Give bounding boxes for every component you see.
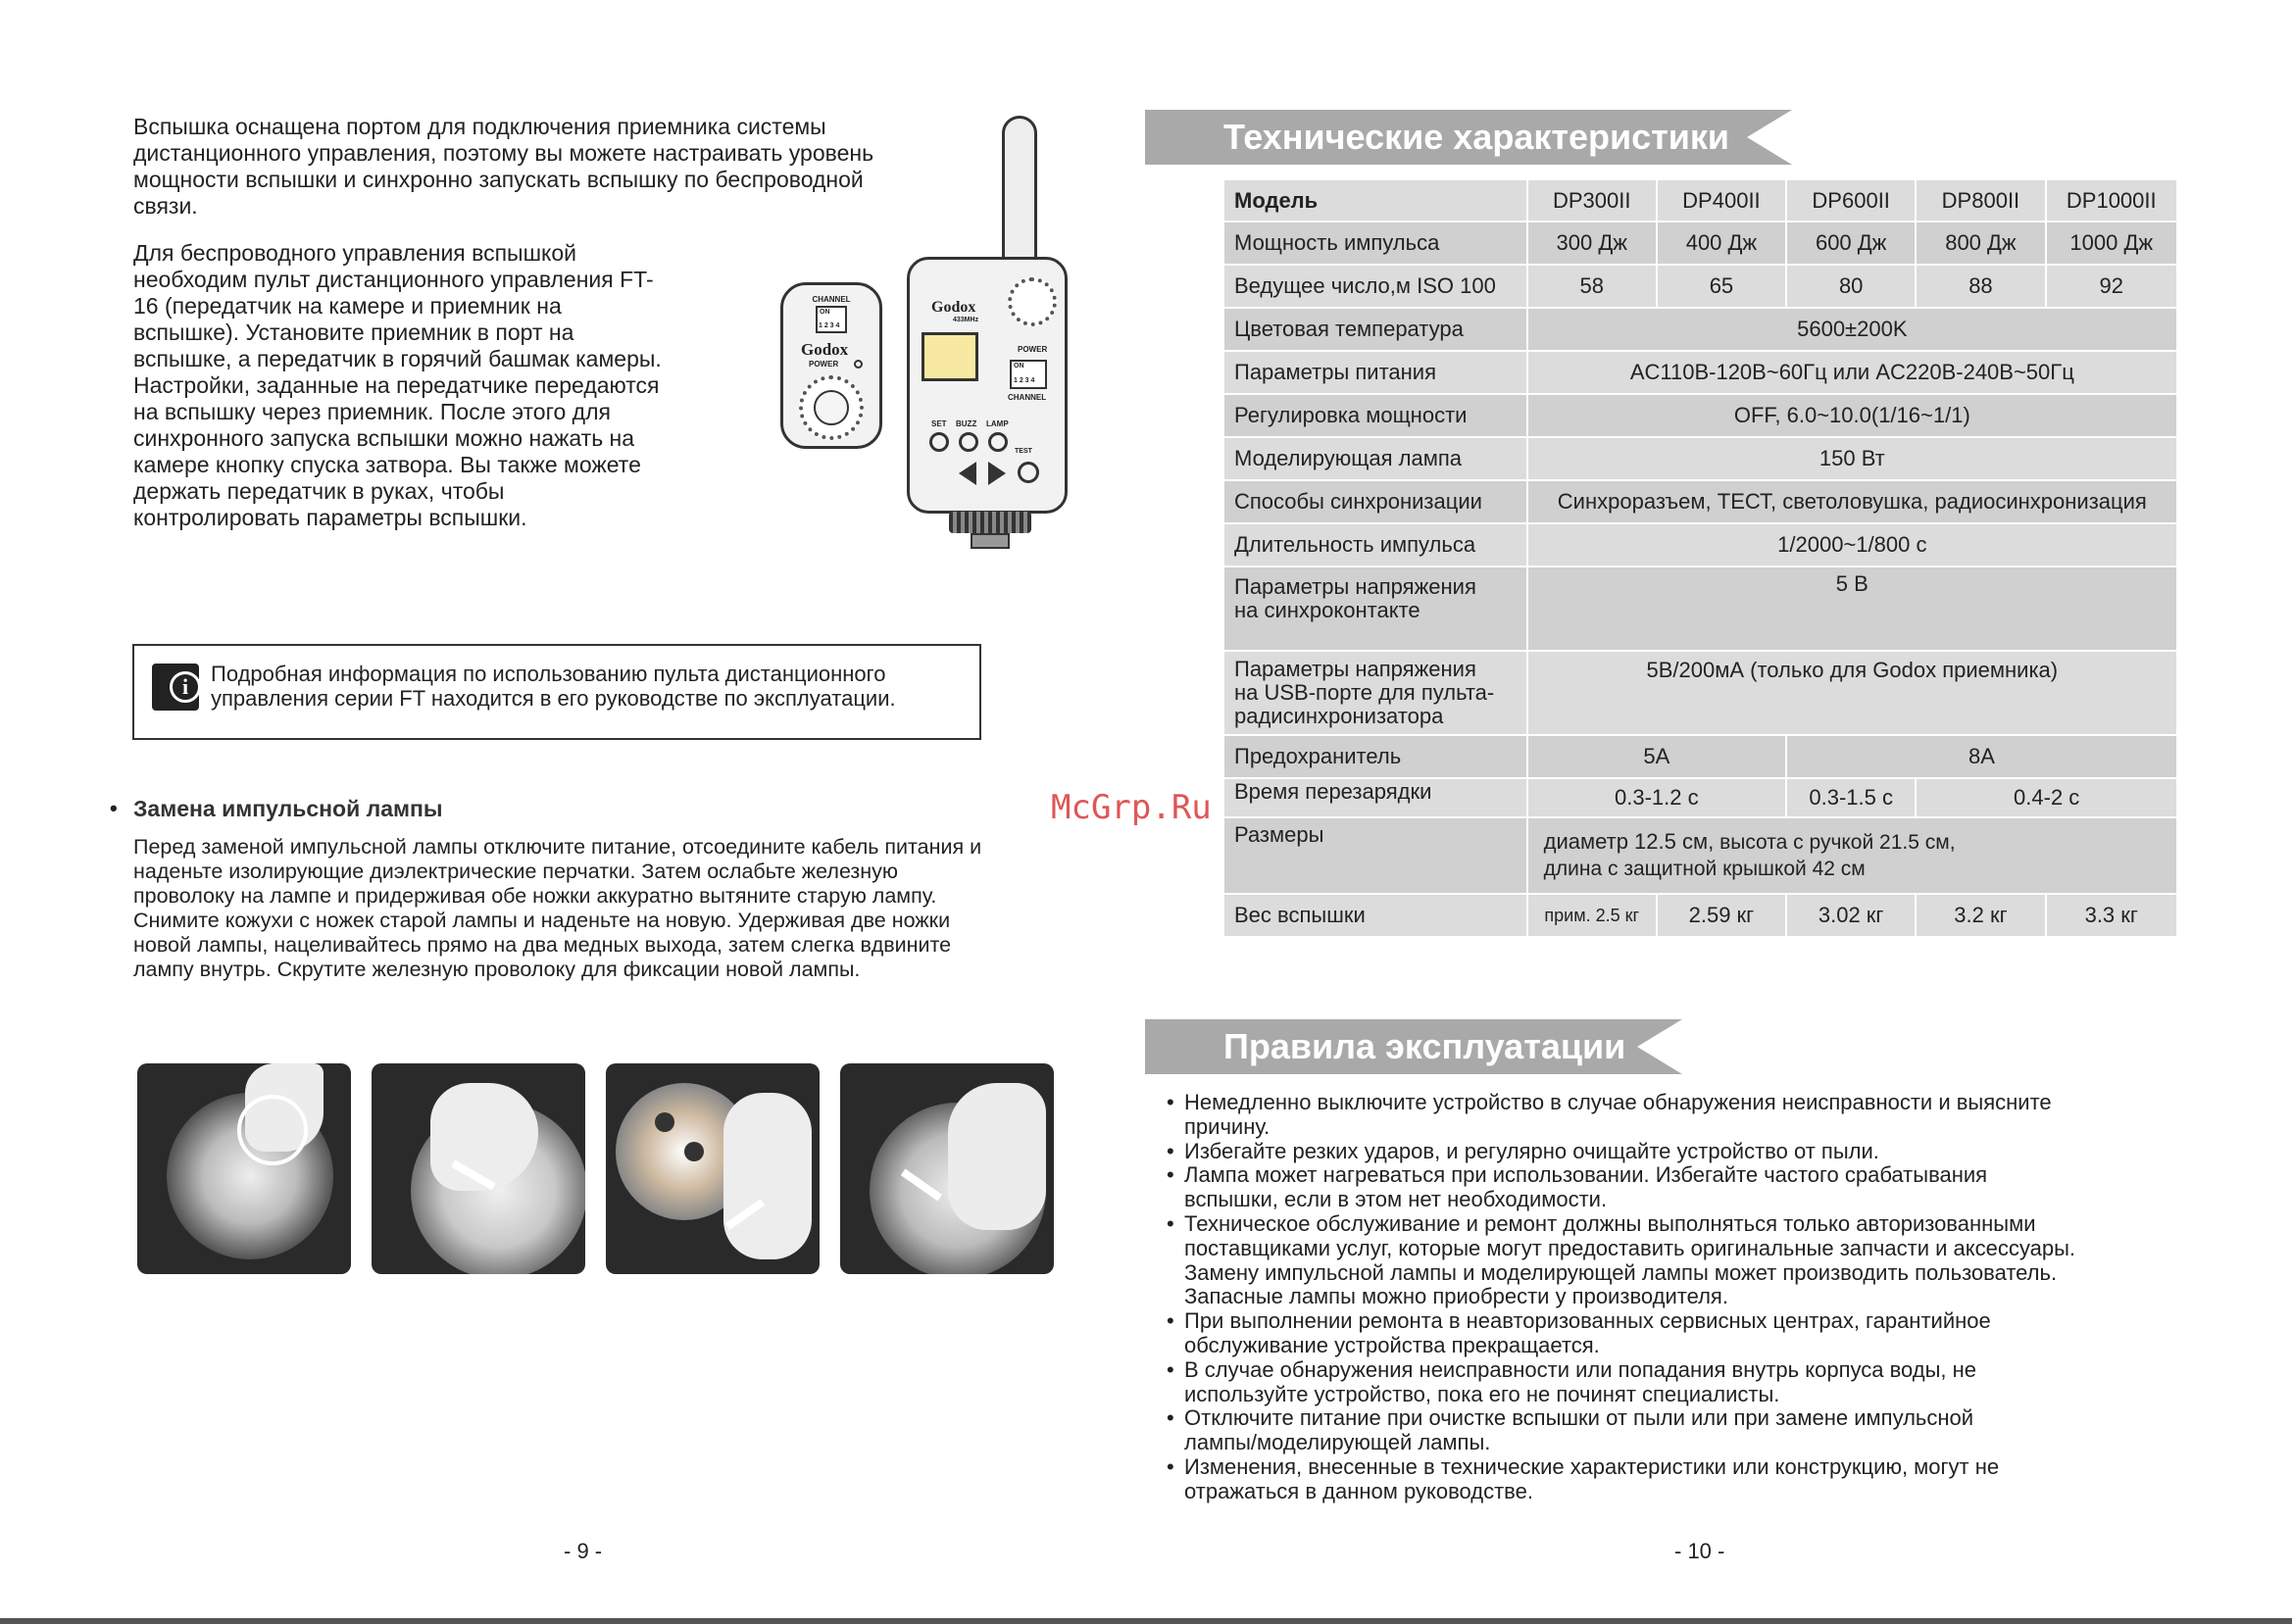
table-cell: 58 bbox=[1528, 266, 1656, 307]
receiver-channel-label: CHANNEL bbox=[812, 295, 851, 304]
size-length: длина с защитной крышкой 42 см bbox=[1543, 858, 1866, 880]
info-note-text: Подробная информация по использованию пульта дистанционного управления серии FT находится в его руководстве по эксплуатации. bbox=[211, 662, 896, 711]
spec-section-title: Технические характеристики bbox=[1223, 117, 1730, 157]
transmitter-lcd bbox=[922, 332, 978, 381]
receiver-brand-logo: Godox bbox=[801, 340, 849, 359]
transmitter-antenna bbox=[1002, 116, 1037, 272]
transmitter-lamp-button bbox=[988, 432, 1008, 452]
table-cell: Размеры bbox=[1224, 818, 1526, 893]
size-height: высота с ручкой 21.5 см, bbox=[1714, 831, 1956, 854]
watermark: McGrp.Ru bbox=[1051, 788, 1212, 827]
rules-section-header bbox=[1145, 1019, 1682, 1074]
table-cell: 5600±200K bbox=[1528, 309, 2176, 350]
table-row bbox=[1224, 352, 2176, 393]
table-cell: 8А bbox=[1787, 736, 2176, 777]
transmitter-brand-logo: Godox bbox=[931, 299, 976, 316]
transmitter-set-button bbox=[929, 432, 949, 452]
list-item: • Немедленно выключите устройство в случае обнаружения неисправности и выясните причину. bbox=[1167, 1091, 2075, 1140]
list-item: • Избегайте резких ударов, и регулярно очищайте устройство от пыли. bbox=[1167, 1140, 2075, 1164]
transmitter-left-arrow-icon bbox=[959, 462, 976, 485]
table-cell: Способы синхронизации bbox=[1224, 481, 1526, 522]
transmitter-hotshoe bbox=[949, 512, 1031, 533]
table-row bbox=[1224, 222, 2176, 264]
table-row bbox=[1224, 736, 2176, 777]
table-cell: 3.02 кг bbox=[1787, 895, 1915, 936]
page-number-left: - 9 - bbox=[564, 1539, 603, 1563]
info-icon: i bbox=[152, 664, 199, 711]
transmitter-dip-on: ON bbox=[1014, 363, 1024, 369]
spec-section-header bbox=[1145, 110, 1792, 165]
size-diameter: диаметр 12.5 см, bbox=[1543, 829, 1715, 854]
table-cell: OFF, 6.0~10.0(1/16~1/1) bbox=[1528, 395, 2176, 436]
table-cell: Моделирующая лампа bbox=[1224, 438, 1526, 479]
lamp-photo-2 bbox=[372, 1063, 585, 1274]
info-note-box bbox=[132, 644, 981, 740]
transmitter-power-label: POWER bbox=[1018, 345, 1048, 354]
table-cell: 80 bbox=[1787, 266, 1915, 307]
table-cell: 300 Дж bbox=[1528, 222, 1656, 264]
table-row bbox=[1224, 652, 2176, 734]
table-cell: 3.2 кг bbox=[1917, 895, 2044, 936]
table-cell: 1/2000~1/800 с bbox=[1528, 524, 2176, 566]
table-row bbox=[1224, 266, 2176, 307]
table-cell: 5 В bbox=[1528, 567, 2176, 650]
transmitter-lamp-label: LAMP bbox=[986, 419, 1009, 428]
table-cell: Ведущее число,м ISO 100 bbox=[1224, 266, 1526, 307]
lamp-photo-1 bbox=[137, 1063, 351, 1274]
lamp-paragraph: Перед заменой импульсной лампы отключите питание, отсоедините кабель питания и наденьте изолирующие диэлектрические перчатки. Затем ослабьте железную проволоку на лампе и придерживая обе ножки аккуратно вытяните старую лампу. Снимите кожухи с ножек старой лампы и наденьте на новую. Удерживая две ножки новой лампы, нацеливайтесь прямо на два медных выхода, затем слегка вдвините лампу внутрь. Скрутите железную проволоку для фиксации новой лампы. bbox=[133, 835, 982, 981]
table-row bbox=[1224, 895, 2176, 936]
table-cell: Время перезарядки bbox=[1224, 779, 1526, 816]
table-cell: Параметры питания bbox=[1224, 352, 1526, 393]
table-row bbox=[1224, 180, 2176, 221]
table-cell: 5А bbox=[1528, 736, 1785, 777]
receiver-dip-on: ON bbox=[820, 309, 830, 316]
rules-list bbox=[1167, 1091, 2075, 1504]
table-cell: Синхроразъем, ТЕСТ, светоловушка, радиосинхронизация bbox=[1528, 481, 2176, 522]
lamp-heading: Замена импульсной лампы bbox=[133, 796, 443, 821]
transmitter-freq-label: 433MHz bbox=[953, 317, 979, 323]
table-cell: AC110В-120В~60Гц или AC220В-240В~50Гц bbox=[1528, 352, 2176, 393]
table-cell: 2.59 кг bbox=[1658, 895, 1785, 936]
transmitter-right-arrow-icon bbox=[988, 462, 1006, 485]
table-row bbox=[1224, 395, 2176, 436]
table-cell: DP600II bbox=[1787, 180, 1915, 221]
table-cell: 600 Дж bbox=[1787, 222, 1915, 264]
receiver-power-led bbox=[854, 360, 863, 369]
transmitter-test-label: TEST bbox=[1015, 448, 1032, 455]
table-cell: 0.3-1.2 с bbox=[1528, 779, 1785, 816]
transmitter-dip-nums: 1 2 3 4 bbox=[1014, 377, 1035, 384]
table-row bbox=[1224, 567, 2176, 650]
table-cell: Длительность импульса bbox=[1224, 524, 1526, 566]
table-row bbox=[1224, 779, 2176, 816]
receiver-illustration bbox=[780, 282, 882, 449]
table-row bbox=[1224, 481, 2176, 522]
spec-table bbox=[1222, 178, 2178, 938]
table-row bbox=[1224, 438, 2176, 479]
table-row bbox=[1224, 524, 2176, 566]
lamp-photo-3 bbox=[606, 1063, 820, 1274]
table-cell: 0.4-2 с bbox=[1917, 779, 2176, 816]
table-cell: Параметры напряжения на синхроконтакте bbox=[1224, 567, 1526, 650]
table-cell: 65 bbox=[1658, 266, 1785, 307]
rules-section-title: Правила эксплуатации bbox=[1223, 1026, 1626, 1066]
page-number-right: - 10 - bbox=[1674, 1539, 1725, 1563]
list-item: • Изменения, внесенные в технические характеристики или конструкцию, могут не отражаться в данном руководстве. bbox=[1167, 1455, 2075, 1504]
table-cell: 3.3 кг bbox=[2047, 895, 2176, 936]
transmitter-dip-switch bbox=[1010, 360, 1047, 389]
table-cell: Регулировка мощности bbox=[1224, 395, 1526, 436]
table-cell: Цветовая температура bbox=[1224, 309, 1526, 350]
transmitter-illustration bbox=[907, 257, 1068, 514]
table-row bbox=[1224, 818, 2176, 893]
receiver-dip-switch bbox=[816, 306, 847, 333]
table-cell: 0.3-1.5 с bbox=[1787, 779, 1915, 816]
lamp-heading-bullet: • bbox=[110, 796, 118, 820]
table-cell: DP1000II bbox=[2047, 180, 2176, 221]
transmitter-dial bbox=[1008, 277, 1057, 326]
table-cell: Мощность импульса bbox=[1224, 222, 1526, 264]
table-cell: Предохранитель bbox=[1224, 736, 1526, 777]
table-cell: 5В/200мА (только для Godox приемника) bbox=[1528, 652, 2176, 734]
list-item: • Лампа может нагреваться при использовании. Избегайте частого срабатывания вспышки, если в этом нет необходимости. bbox=[1167, 1163, 2075, 1212]
table-cell: 150 Вт bbox=[1528, 438, 2176, 479]
table-cell: DP400II bbox=[1658, 180, 1785, 221]
table-cell: 800 Дж bbox=[1917, 222, 2044, 264]
list-item: • В случае обнаружения неисправности или попадания внутрь корпуса воды, не используйте устройство, пока его не починят специалисты. bbox=[1167, 1358, 2075, 1407]
table-cell: прим. 2.5 кг bbox=[1528, 895, 1656, 936]
transmitter-set-label: SET bbox=[931, 419, 947, 428]
table-cell bbox=[1528, 818, 2176, 893]
transmitter-hotshoe-foot bbox=[971, 533, 1010, 549]
wireless-paragraph: Для беспроводного управления вспышкой необходим пульт дистанционного управления FT- 16 (передатчик на камере и приемник на вспышке). Установите приемник в порт на вспышке, а передатчик в горячий башмак камеры. Настройки, заданные на передатчике передаются на вспышку через приемник. После этого для синхронного запуска вспышки можно нажать на камере кнопку спуска затвора. Вы также можете держать передатчик в руках, чтобы контролировать параметры вспышки. bbox=[133, 240, 662, 530]
table-cell: Вес вспышки bbox=[1224, 895, 1526, 936]
transmitter-test-button bbox=[1018, 462, 1039, 483]
lamp-photo-4 bbox=[840, 1063, 1054, 1274]
table-cell: 1000 Дж bbox=[2047, 222, 2176, 264]
table-cell: DP800II bbox=[1917, 180, 2044, 221]
table-cell: 400 Дж bbox=[1658, 222, 1785, 264]
table-cell: Параметры напряжения на USB-порте для пульта- радисинхронизатора bbox=[1224, 652, 1526, 734]
list-item: • Техническое обслуживание и ремонт должны выполняться только авторизованными поставщиками услуг, которые могут предоставить оригинальные запчасти и аксессуары. Замену импульсной лампы и моделирующей лампы может производить пользователь. Запасные лампы можно приобрести у производителя. bbox=[1167, 1212, 2075, 1309]
list-item: • При выполнении ремонта в неавторизованных сервисных центрах, гарантийное обслуживание устройства прекращается. bbox=[1167, 1309, 2075, 1358]
table-cell: Модель bbox=[1224, 180, 1526, 221]
intro-paragraph: Вспышка оснащена портом для подключения приемника системы дистанционного управления, поэтому вы можете настраивать уровень мощности вспышки и синхронно запускать вспышку по беспроводной связи. bbox=[133, 114, 874, 219]
table-cell: 88 bbox=[1917, 266, 2044, 307]
transmitter-buzz-label: BUZZ bbox=[956, 419, 977, 428]
receiver-power-label: POWER bbox=[809, 360, 839, 369]
table-cell: DP300II bbox=[1528, 180, 1656, 221]
receiver-dip-nums: 1 2 3 4 bbox=[819, 322, 840, 329]
transmitter-buzz-button bbox=[959, 432, 978, 452]
table-cell: 92 bbox=[2047, 266, 2176, 307]
bottom-divider bbox=[0, 1618, 2292, 1624]
table-row bbox=[1224, 309, 2176, 350]
list-item: • Отключите питание при очистке вспышки от пыли или при замене импульсной лампы/моделирующей лампы. bbox=[1167, 1406, 2075, 1455]
receiver-dial bbox=[799, 375, 864, 440]
transmitter-channel-label: CHANNEL bbox=[1008, 393, 1047, 402]
